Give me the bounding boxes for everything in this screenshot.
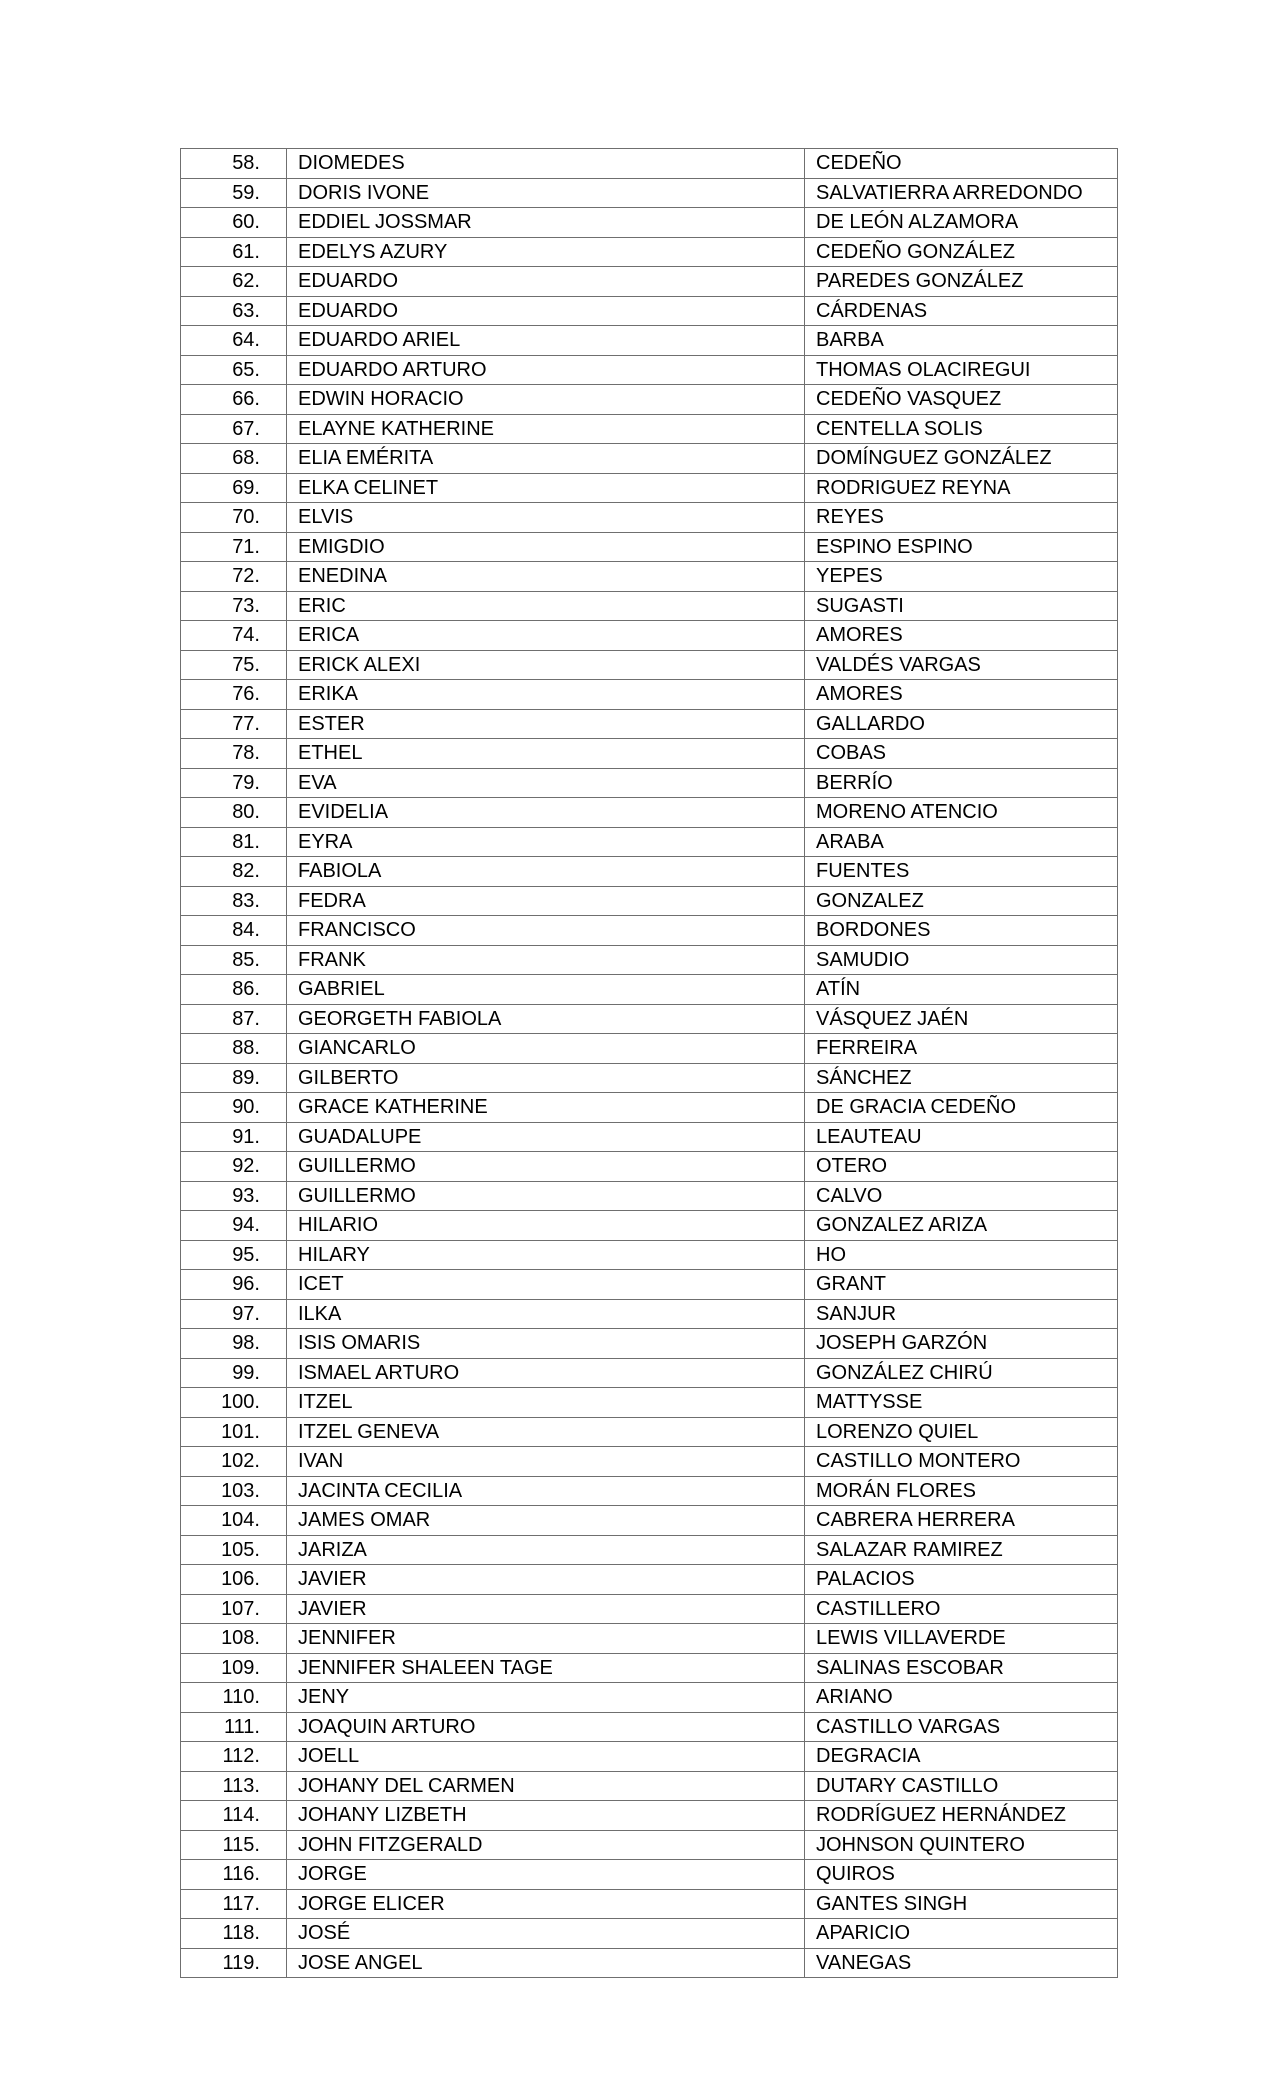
first-names-cell: JOELL [287,1742,805,1772]
table-row [181,1653,1118,1683]
first-names-cell: EDDIEL JOSSMAR [287,208,805,238]
surnames-cell: RODRIGUEZ REYNA [805,473,1118,503]
table-row [181,503,1118,533]
surnames-cell: CEDEÑO GONZÁLEZ [805,237,1118,267]
table-row [181,739,1118,769]
table-row [181,1712,1118,1742]
row-number: 60. [181,208,287,238]
first-names-cell: EDWIN HORACIO [287,385,805,415]
row-number: 115. [181,1830,287,1860]
first-names-cell: JOHANY DEL CARMEN [287,1771,805,1801]
row-number: 91. [181,1122,287,1152]
first-names-cell: JAVIER [287,1565,805,1595]
table-row [181,1506,1118,1536]
row-number: 75. [181,650,287,680]
first-names-cell: JOHN FITZGERALD [287,1830,805,1860]
first-names-cell: ELIA EMÉRITA [287,444,805,474]
table-row [181,385,1118,415]
table-row [181,1388,1118,1418]
row-number: 68. [181,444,287,474]
first-names-cell: GUILLERMO [287,1152,805,1182]
surnames-cell: SANJUR [805,1299,1118,1329]
row-number: 81. [181,827,287,857]
row-number: 61. [181,237,287,267]
first-names-cell: ELKA CELINET [287,473,805,503]
table-row [181,886,1118,916]
table-row [181,1889,1118,1919]
first-names-cell: EDUARDO ARTURO [287,355,805,385]
row-number: 113. [181,1771,287,1801]
surnames-cell: DE GRACIA CEDEÑO [805,1093,1118,1123]
row-number: 71. [181,532,287,562]
table-row [181,296,1118,326]
row-number: 65. [181,355,287,385]
surnames-cell: GRANT [805,1270,1118,1300]
first-names-cell: EMIGDIO [287,532,805,562]
first-names-cell: JACINTA CECILIA [287,1476,805,1506]
first-names-cell: JOSÉ [287,1919,805,1949]
first-names-cell: ITZEL GENEVA [287,1417,805,1447]
first-names-cell: EDUARDO [287,267,805,297]
table-row [181,1624,1118,1654]
first-names-cell: FRANK [287,945,805,975]
table-row [181,1122,1118,1152]
row-number: 83. [181,886,287,916]
row-number: 82. [181,857,287,887]
surnames-cell: ARABA [805,827,1118,857]
first-names-cell: ELVIS [287,503,805,533]
surnames-cell: ARIANO [805,1683,1118,1713]
surnames-cell: CALVO [805,1181,1118,1211]
surnames-cell: PALACIOS [805,1565,1118,1595]
row-number: 62. [181,267,287,297]
row-number: 59. [181,178,287,208]
surnames-cell: GALLARDO [805,709,1118,739]
surnames-cell: APARICIO [805,1919,1118,1949]
row-number: 88. [181,1034,287,1064]
surnames-cell: SUGASTI [805,591,1118,621]
first-names-cell: JENNIFER SHALEEN TAGE [287,1653,805,1683]
first-names-cell: GUADALUPE [287,1122,805,1152]
surnames-cell: CEDEÑO [805,149,1118,179]
table-row [181,1299,1118,1329]
first-names-cell: ERICA [287,621,805,651]
first-names-cell: ERIKA [287,680,805,710]
row-number: 117. [181,1889,287,1919]
first-names-cell: GIANCARLO [287,1034,805,1064]
surnames-cell: REYES [805,503,1118,533]
table-row [181,1270,1118,1300]
table-row [181,414,1118,444]
first-names-cell: IVAN [287,1447,805,1477]
row-number: 96. [181,1270,287,1300]
name-list-table [180,148,1118,1978]
row-number: 58. [181,149,287,179]
surnames-cell: VALDÉS VARGAS [805,650,1118,680]
first-names-cell: DIOMEDES [287,149,805,179]
row-number: 103. [181,1476,287,1506]
first-names-cell: HILARIO [287,1211,805,1241]
row-number: 72. [181,562,287,592]
first-names-cell: ITZEL [287,1388,805,1418]
first-names-cell: GRACE KATHERINE [287,1093,805,1123]
row-number: 100. [181,1388,287,1418]
surnames-cell: PAREDES GONZÁLEZ [805,267,1118,297]
surnames-cell: THOMAS OLACIREGUI [805,355,1118,385]
row-number: 95. [181,1240,287,1270]
first-names-cell: EDELYS AZURY [287,237,805,267]
table-row [181,1447,1118,1477]
first-names-cell: ERIC [287,591,805,621]
row-number: 79. [181,768,287,798]
row-number: 116. [181,1860,287,1890]
surnames-cell: MORENO ATENCIO [805,798,1118,828]
row-number: 84. [181,916,287,946]
row-number: 99. [181,1358,287,1388]
table-row [181,1919,1118,1949]
first-names-cell: DORIS IVONE [287,178,805,208]
surnames-cell: LEWIS VILLAVERDE [805,1624,1118,1654]
table-row [181,1771,1118,1801]
surnames-cell: CEDEÑO VASQUEZ [805,385,1118,415]
surnames-cell: BERRÍO [805,768,1118,798]
surnames-cell: CENTELLA SOLIS [805,414,1118,444]
row-number: 110. [181,1683,287,1713]
surnames-cell: JOSEPH GARZÓN [805,1329,1118,1359]
first-names-cell: GUILLERMO [287,1181,805,1211]
first-names-cell: FRANCISCO [287,916,805,946]
surnames-cell: FUENTES [805,857,1118,887]
row-number: 67. [181,414,287,444]
row-number: 74. [181,621,287,651]
table-row [181,355,1118,385]
first-names-cell: HILARY [287,1240,805,1270]
row-number: 89. [181,1063,287,1093]
table-row [181,1240,1118,1270]
surnames-cell: DUTARY CASTILLO [805,1771,1118,1801]
first-names-cell: ISIS OMARIS [287,1329,805,1359]
first-names-cell: JENY [287,1683,805,1713]
row-number: 102. [181,1447,287,1477]
first-names-cell: EVIDELIA [287,798,805,828]
table-row [181,1948,1118,1978]
first-names-cell: GABRIEL [287,975,805,1005]
table-row [181,178,1118,208]
first-names-cell: ELAYNE KATHERINE [287,414,805,444]
first-names-cell: JORGE ELICER [287,1889,805,1919]
row-number: 80. [181,798,287,828]
row-number: 92. [181,1152,287,1182]
first-names-cell: JOHANY LIZBETH [287,1801,805,1831]
first-names-cell: ENEDINA [287,562,805,592]
table-row [181,1742,1118,1772]
surnames-cell: GONZÁLEZ CHIRÚ [805,1358,1118,1388]
surnames-cell: DEGRACIA [805,1742,1118,1772]
surnames-cell: RODRÍGUEZ HERNÁNDEZ [805,1801,1118,1831]
table-row [181,1476,1118,1506]
table-row [181,798,1118,828]
surnames-cell: LORENZO QUIEL [805,1417,1118,1447]
surnames-cell: VANEGAS [805,1948,1118,1978]
row-number: 70. [181,503,287,533]
row-number: 76. [181,680,287,710]
row-number: 90. [181,1093,287,1123]
first-names-cell: FABIOLA [287,857,805,887]
surnames-cell: LEAUTEAU [805,1122,1118,1152]
table-row [181,1594,1118,1624]
surnames-cell: GONZALEZ ARIZA [805,1211,1118,1241]
table-row [181,1034,1118,1064]
table-row [181,916,1118,946]
first-names-cell: ERICK ALEXI [287,650,805,680]
table-row [181,1358,1118,1388]
row-number: 104. [181,1506,287,1536]
first-names-cell: ETHEL [287,739,805,769]
surnames-cell: BORDONES [805,916,1118,946]
table-row [181,208,1118,238]
surnames-cell: OTERO [805,1152,1118,1182]
surnames-cell: VÁSQUEZ JAÉN [805,1004,1118,1034]
table-row [181,650,1118,680]
row-number: 77. [181,709,287,739]
surnames-cell: SÁNCHEZ [805,1063,1118,1093]
table-row [181,237,1118,267]
surnames-cell: AMORES [805,680,1118,710]
surnames-cell: MATTYSSE [805,1388,1118,1418]
first-names-cell: JENNIFER [287,1624,805,1654]
table-row [181,768,1118,798]
table-row [181,680,1118,710]
first-names-cell: ICET [287,1270,805,1300]
table-row [181,827,1118,857]
table-row [181,444,1118,474]
table-row [181,1683,1118,1713]
table-row [181,1004,1118,1034]
surnames-cell: BARBA [805,326,1118,356]
surnames-cell: QUIROS [805,1860,1118,1890]
row-number: 78. [181,739,287,769]
table-row [181,1063,1118,1093]
row-number: 66. [181,385,287,415]
row-number: 93. [181,1181,287,1211]
table-row [181,591,1118,621]
surnames-cell: CÁRDENAS [805,296,1118,326]
first-names-cell: JAVIER [287,1594,805,1624]
table-row [181,1417,1118,1447]
row-number: 94. [181,1211,287,1241]
first-names-cell: EDUARDO ARIEL [287,326,805,356]
row-number: 119. [181,1948,287,1978]
table-row [181,1093,1118,1123]
row-number: 111. [181,1712,287,1742]
row-number: 108. [181,1624,287,1654]
surnames-cell: DOMÍNGUEZ GONZÁLEZ [805,444,1118,474]
table-row [181,621,1118,651]
name-list-body [181,149,1118,1978]
surnames-cell: YEPES [805,562,1118,592]
surnames-cell: DE LEÓN ALZAMORA [805,208,1118,238]
surnames-cell: GONZALEZ [805,886,1118,916]
surnames-cell: CASTILLO VARGAS [805,1712,1118,1742]
table-row [181,945,1118,975]
surnames-cell: CABRERA HERRERA [805,1506,1118,1536]
row-number: 106. [181,1565,287,1595]
surnames-cell: SALINAS ESCOBAR [805,1653,1118,1683]
table-row [181,857,1118,887]
surnames-cell: FERREIRA [805,1034,1118,1064]
table-row [181,473,1118,503]
surnames-cell: CASTILLO MONTERO [805,1447,1118,1477]
row-number: 107. [181,1594,287,1624]
row-number: 64. [181,326,287,356]
surnames-cell: MORÁN FLORES [805,1476,1118,1506]
first-names-cell: GILBERTO [287,1063,805,1093]
row-number: 114. [181,1801,287,1831]
surnames-cell: AMORES [805,621,1118,651]
first-names-cell: JOSE ANGEL [287,1948,805,1978]
table-row [181,709,1118,739]
row-number: 105. [181,1535,287,1565]
table-row [181,149,1118,179]
first-names-cell: ILKA [287,1299,805,1329]
table-row [181,1565,1118,1595]
row-number: 87. [181,1004,287,1034]
table-row [181,1329,1118,1359]
table-row [181,975,1118,1005]
table-row [181,1152,1118,1182]
surnames-cell: GANTES SINGH [805,1889,1118,1919]
table-row [181,326,1118,356]
row-number: 112. [181,1742,287,1772]
row-number: 85. [181,945,287,975]
row-number: 109. [181,1653,287,1683]
row-number: 69. [181,473,287,503]
first-names-cell: GEORGETH FABIOLA [287,1004,805,1034]
row-number: 63. [181,296,287,326]
surnames-cell: HO [805,1240,1118,1270]
surnames-cell: COBAS [805,739,1118,769]
surnames-cell: CASTILLERO [805,1594,1118,1624]
first-names-cell: ESTER [287,709,805,739]
first-names-cell: EDUARDO [287,296,805,326]
table-row [181,1801,1118,1831]
table-row [181,1181,1118,1211]
surnames-cell: SALAZAR RAMIREZ [805,1535,1118,1565]
first-names-cell: EVA [287,768,805,798]
row-number: 98. [181,1329,287,1359]
first-names-cell: JARIZA [287,1535,805,1565]
surnames-cell: ATÍN [805,975,1118,1005]
first-names-cell: EYRA [287,827,805,857]
row-number: 101. [181,1417,287,1447]
row-number: 97. [181,1299,287,1329]
table-row [181,1830,1118,1860]
surnames-cell: SAMUDIO [805,945,1118,975]
table-row [181,532,1118,562]
surnames-cell: SALVATIERRA ARREDONDO [805,178,1118,208]
table-row [181,267,1118,297]
first-names-cell: JORGE [287,1860,805,1890]
row-number: 86. [181,975,287,1005]
first-names-cell: ISMAEL ARTURO [287,1358,805,1388]
table-row [181,1860,1118,1890]
row-number: 118. [181,1919,287,1949]
surnames-cell: JOHNSON QUINTERO [805,1830,1118,1860]
first-names-cell: JOAQUIN ARTURO [287,1712,805,1742]
surnames-cell: ESPINO ESPINO [805,532,1118,562]
first-names-cell: FEDRA [287,886,805,916]
table-row [181,562,1118,592]
first-names-cell: JAMES OMAR [287,1506,805,1536]
table-row [181,1535,1118,1565]
row-number: 73. [181,591,287,621]
table-row [181,1211,1118,1241]
